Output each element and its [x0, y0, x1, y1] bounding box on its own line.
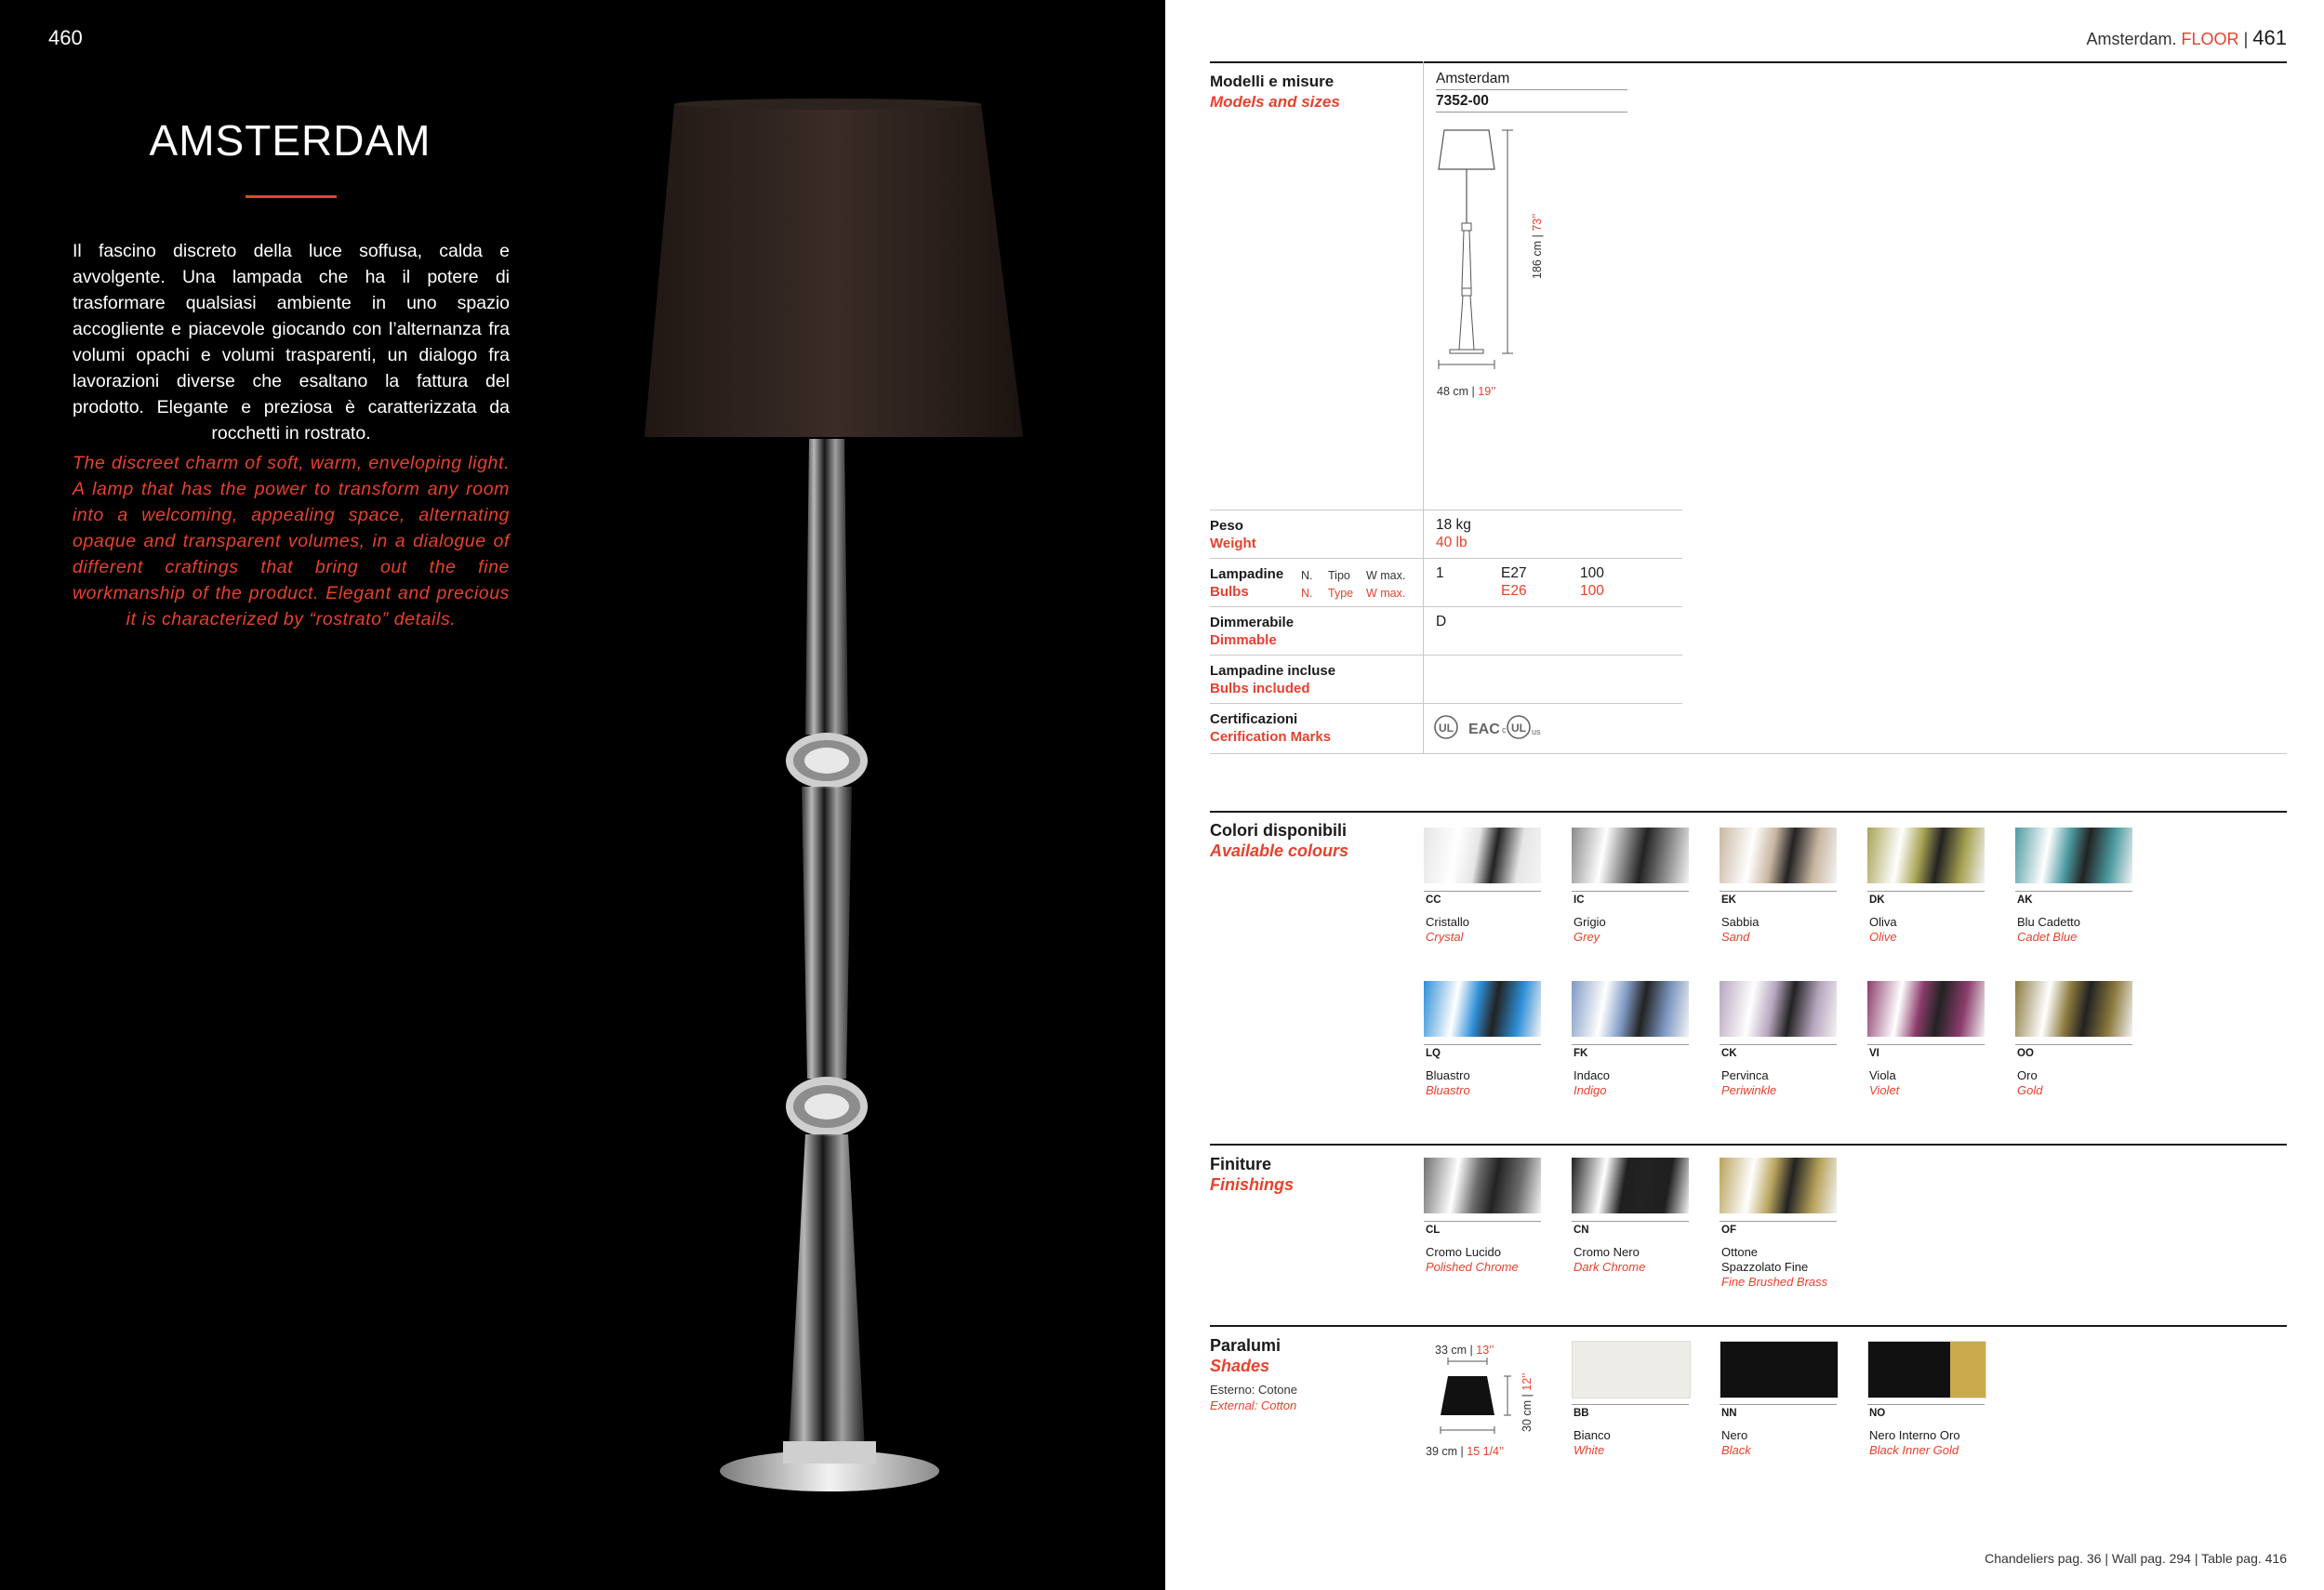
right-page	[1165, 0, 2324, 1590]
swatch-code: OO	[2017, 1048, 2034, 1059]
swatch-code: NN	[1721, 1408, 1737, 1419]
bulbs-included-label-it: Lampadine incluse	[1210, 663, 1336, 679]
row-rule-bulbs-included	[1210, 655, 1682, 656]
width-cm: 48 cm	[1437, 385, 1469, 398]
height-dimension-label: 186 cm | 73’’	[1531, 213, 1544, 279]
height-in: 73’’	[1531, 213, 1544, 232]
swatch-rule	[1867, 891, 1985, 892]
swatch-name-it: Oliva	[1869, 915, 1897, 929]
lamp-stem-upper	[805, 439, 848, 735]
swatch-dk	[1867, 828, 1985, 883]
swatch-name-en: Periwinkle	[1721, 1083, 1777, 1097]
spec-column-divider	[1423, 61, 1424, 753]
swatch-name-en: Crystal	[1426, 930, 1464, 944]
rostrato-ring-upper	[786, 733, 868, 788]
swatch-name-en: Grey	[1574, 930, 1600, 944]
dimmable-label-it: Dimmerabile	[1210, 615, 1295, 630]
section-rule-models	[1210, 61, 2287, 63]
page-header	[2087, 26, 2288, 50]
bulbs-type-value: E27	[1501, 565, 1527, 581]
certifications-label-it: Certificazioni	[1210, 711, 1298, 727]
swatch-rule	[1867, 1044, 1985, 1045]
swatch-rule	[2015, 1044, 2132, 1045]
swatch-vi	[1867, 981, 1985, 1037]
swatch-name-it: Grigio	[1574, 915, 1606, 929]
shade-material-it: Esterno: Cotone	[1210, 1383, 1297, 1397]
lamp-product-photo	[632, 93, 1051, 1506]
model-name-rule	[1436, 89, 1627, 90]
swatch-name-en: Black	[1721, 1443, 1751, 1457]
swatch-code: DK	[1869, 894, 1885, 906]
swatch-of	[1720, 1158, 1837, 1213]
swatch-cc	[1424, 828, 1541, 883]
swatch-name-en: White	[1574, 1443, 1605, 1457]
bulbs-label-en: Bulbs	[1210, 584, 1249, 600]
svg-text:c: c	[1502, 725, 1507, 735]
shade-bottom-width-in: 15 1/4’’	[1467, 1445, 1505, 1458]
width-in: 19’’	[1478, 385, 1496, 398]
shades-label-en: Shades	[1210, 1357, 1270, 1375]
swatch-name-en: Indigo	[1574, 1083, 1607, 1097]
bulbs-col-type-en: Type	[1328, 587, 1354, 600]
lamp-shade	[644, 104, 1023, 437]
models-label-en: Models and sizes	[1210, 93, 1340, 111]
swatch-name-it: Sabbia	[1721, 915, 1760, 929]
shade-top-width-in: 13’’	[1476, 1344, 1494, 1357]
header-separator: |	[2243, 30, 2249, 48]
swatch-no	[1867, 1341, 1986, 1398]
section-rule-colours	[1210, 811, 2287, 813]
certifications-label-en: Cerification Marks	[1210, 729, 1332, 745]
bulbs-col-n-en: N.	[1301, 587, 1313, 600]
swatch-fk	[1572, 981, 1689, 1037]
swatch-cl	[1424, 1158, 1541, 1213]
row-rule-specs-end	[1210, 753, 2287, 754]
row-rule-certifications	[1210, 703, 1682, 704]
lamp-stem-lower	[789, 1134, 865, 1451]
row-rule-dimmable	[1210, 606, 1682, 607]
swatch-code: BB	[1574, 1408, 1589, 1419]
colours-label-it: Colori disponibili	[1210, 821, 1347, 840]
swatch-name-it: Cristallo	[1426, 915, 1469, 929]
swatch-name-it: Bluastro	[1426, 1068, 1470, 1082]
bulbs-type-value-en: E26	[1501, 583, 1527, 599]
rostrato-ring-lower	[786, 1077, 868, 1136]
swatch-lq	[1424, 981, 1541, 1037]
bulbs-label-it: Lampadine	[1210, 566, 1284, 582]
model-code-rule	[1436, 112, 1627, 113]
swatch-name-en: Polished Chrome	[1426, 1260, 1519, 1274]
swatch-code: AK	[2017, 894, 2033, 906]
swatch-name-en: Sand	[1721, 930, 1750, 944]
swatch-name-en: Black Inner Gold	[1869, 1443, 1959, 1457]
swatch-nn	[1720, 1341, 1839, 1398]
swatch-rule	[1867, 1404, 1985, 1405]
swatch-code: LQ	[1426, 1048, 1441, 1059]
shade-height-cm: 30 cm	[1521, 1399, 1534, 1432]
weight-value: 18 kg	[1436, 517, 1471, 533]
bulbs-col-w-it: W max.	[1366, 569, 1406, 582]
shade-material-en: External: Cotton	[1210, 1398, 1297, 1412]
shade-height-in: 12’’	[1521, 1372, 1534, 1391]
swatch-name-it-line2: Spazzolato Fine	[1721, 1260, 1809, 1274]
bulbs-w-value-en: 100	[1580, 583, 1604, 599]
header-product-name: Amsterdam.	[2086, 30, 2177, 48]
swatch-ck	[1720, 981, 1837, 1037]
swatch-rule	[1572, 1221, 1689, 1222]
models-label-it: Modelli e misure	[1210, 73, 1335, 90]
swatch-code: IC	[1574, 894, 1585, 906]
swatch-ak	[2015, 828, 2132, 883]
swatch-rule	[1424, 1221, 1541, 1222]
model-code: 7352-00	[1436, 93, 1489, 109]
swatch-name-it: Blu Cadetto	[2017, 915, 2080, 929]
finishes-label-it: Finiture	[1210, 1155, 1271, 1173]
swatch-bb	[1572, 1341, 1691, 1398]
shade-top-width-label: 33 cm | 13’’	[1435, 1344, 1494, 1357]
bulbs-col-n-it: N.	[1301, 569, 1313, 582]
header-category: FLOOR	[2181, 30, 2239, 48]
bulbs-included-label-en: Bulbs included	[1210, 681, 1310, 696]
lamp-stem-middle	[802, 787, 852, 1079]
shade-height-label: 30 cm | 12’’	[1521, 1372, 1534, 1432]
swatch-code: NO	[1869, 1408, 1886, 1419]
swatch-rule	[1424, 1044, 1541, 1045]
page-number-left: 460	[48, 26, 83, 49]
bulbs-col-w-en: W max.	[1366, 587, 1406, 600]
swatch-rule	[1720, 1221, 1837, 1222]
swatch-ic	[1572, 828, 1689, 883]
swatch-name-it: Ottone	[1721, 1245, 1759, 1259]
swatch-rule	[1720, 891, 1837, 892]
swatch-rule	[1572, 891, 1689, 892]
section-rule-finishes	[1210, 1144, 2287, 1146]
swatch-rule	[2015, 891, 2132, 892]
swatch-code: VI	[1869, 1048, 1879, 1059]
shade-dimension-drawing	[1431, 1358, 1524, 1443]
swatch-rule	[1424, 891, 1541, 892]
swatch-cn	[1572, 1158, 1689, 1213]
swatch-code: CL	[1426, 1225, 1441, 1236]
swatch-name-en: Olive	[1869, 930, 1897, 944]
description-english: The discreet charm of soft, warm, enveloping light. A lamp that has the power to transform any room into a welcoming, appealing space, alternating opaque and transparent volumes, in a dialogue of different craftings that bring out the fine workmanship of the product. Elegant and precious it is characterized by “rostrato” details.	[73, 453, 510, 629]
swatch-rule	[1572, 1044, 1689, 1045]
model-name: Amsterdam	[1436, 71, 1510, 86]
svg-text:us: us	[1532, 727, 1541, 736]
bulbs-w-value: 100	[1580, 565, 1604, 581]
swatch-name-en: Cadet Blue	[2017, 930, 2078, 944]
description-italian: Il fascino discreto della luce soffusa, calda e avvolgente. Una lampada che ha il potere di trasformare qualsiasi ambiente in uno spazio accogliente e piacevole giocando con l’alternanza fra volumi opachi e volumi trasparenti, un dialogo fra lavorazioni diverse che esaltano la fattura del prodotto. Elegante e preziosa è caratterizzata da rocchetti in rostrato.	[73, 241, 510, 444]
width-dimension-label: 48 cm | 19’’	[1437, 385, 1496, 398]
swatch-oo	[2015, 981, 2132, 1037]
swatch-name-it: Nero	[1721, 1428, 1748, 1442]
page-number-right: 461	[2252, 26, 2287, 49]
page-footer-crossref: Chandeliers pag. 36 | Wall pag. 294 | Table pag. 416	[1985, 1551, 2287, 1566]
dimmable-value: D	[1436, 614, 1447, 629]
bulbs-n-value: 1	[1436, 565, 1444, 581]
swatch-name-it: Viola	[1869, 1068, 1896, 1082]
swatch-name-it: Nero Interno Oro	[1869, 1428, 1960, 1442]
shade-bottom-width-label: 39 cm | 15 1/4’’	[1426, 1445, 1505, 1458]
swatch-code: CC	[1426, 894, 1441, 906]
swatch-code: OF	[1721, 1225, 1736, 1236]
dimmable-label-en: Dimmable	[1210, 632, 1277, 648]
weight-label-it: Peso	[1210, 518, 1243, 534]
swatch-rule	[1720, 1044, 1837, 1045]
swatch-code: CK	[1721, 1048, 1737, 1059]
section-rule-shades	[1210, 1325, 2287, 1327]
weight-label-en: Weight	[1210, 536, 1256, 551]
swatch-name-en: Bluastro	[1426, 1083, 1470, 1097]
swatch-name-en: Fine Brushed Brass	[1721, 1275, 1828, 1289]
finishes-label-en: Finishings	[1210, 1175, 1294, 1194]
height-cm: 186 cm	[1531, 241, 1544, 279]
swatch-name-it: Cromo Lucido	[1426, 1245, 1501, 1259]
swatch-rule	[1572, 1404, 1689, 1405]
swatch-ek	[1720, 828, 1837, 883]
row-rule-bulbs	[1210, 558, 1682, 559]
bulbs-col-type-it: Tipo	[1328, 569, 1350, 582]
svg-text:UL: UL	[1439, 722, 1454, 735]
swatch-name-it: Cromo Nero	[1574, 1245, 1640, 1259]
shade-bottom-width-cm: 39 cm	[1426, 1445, 1458, 1458]
swatch-name-it: Indaco	[1574, 1068, 1611, 1082]
svg-text:EAC: EAC	[1468, 722, 1500, 737]
product-title: AMSTERDAM	[149, 116, 432, 165]
swatch-code: FK	[1574, 1048, 1588, 1059]
swatch-name-en: Violet	[1869, 1083, 1900, 1097]
swatch-name-it: Bianco	[1574, 1428, 1611, 1442]
weight-value-en: 40 lb	[1436, 535, 1467, 550]
swatch-name-it: Oro	[2017, 1068, 2038, 1082]
swatch-name-it: Pervinca	[1721, 1068, 1769, 1082]
swatch-code: CN	[1574, 1225, 1589, 1236]
shade-top-width-cm: 33 cm	[1435, 1344, 1467, 1357]
certification-marks-icon	[1433, 712, 1554, 742]
swatch-name-en: Dark Chrome	[1574, 1260, 1646, 1274]
swatch-code: EK	[1721, 894, 1736, 906]
shades-label-it: Paralumi	[1210, 1336, 1282, 1355]
swatch-name-en: Gold	[2017, 1083, 2043, 1097]
title-underline	[246, 195, 337, 198]
svg-text:UL: UL	[1511, 722, 1526, 735]
colours-label-en: Available colours	[1210, 841, 1349, 860]
swatch-rule	[1720, 1404, 1837, 1405]
